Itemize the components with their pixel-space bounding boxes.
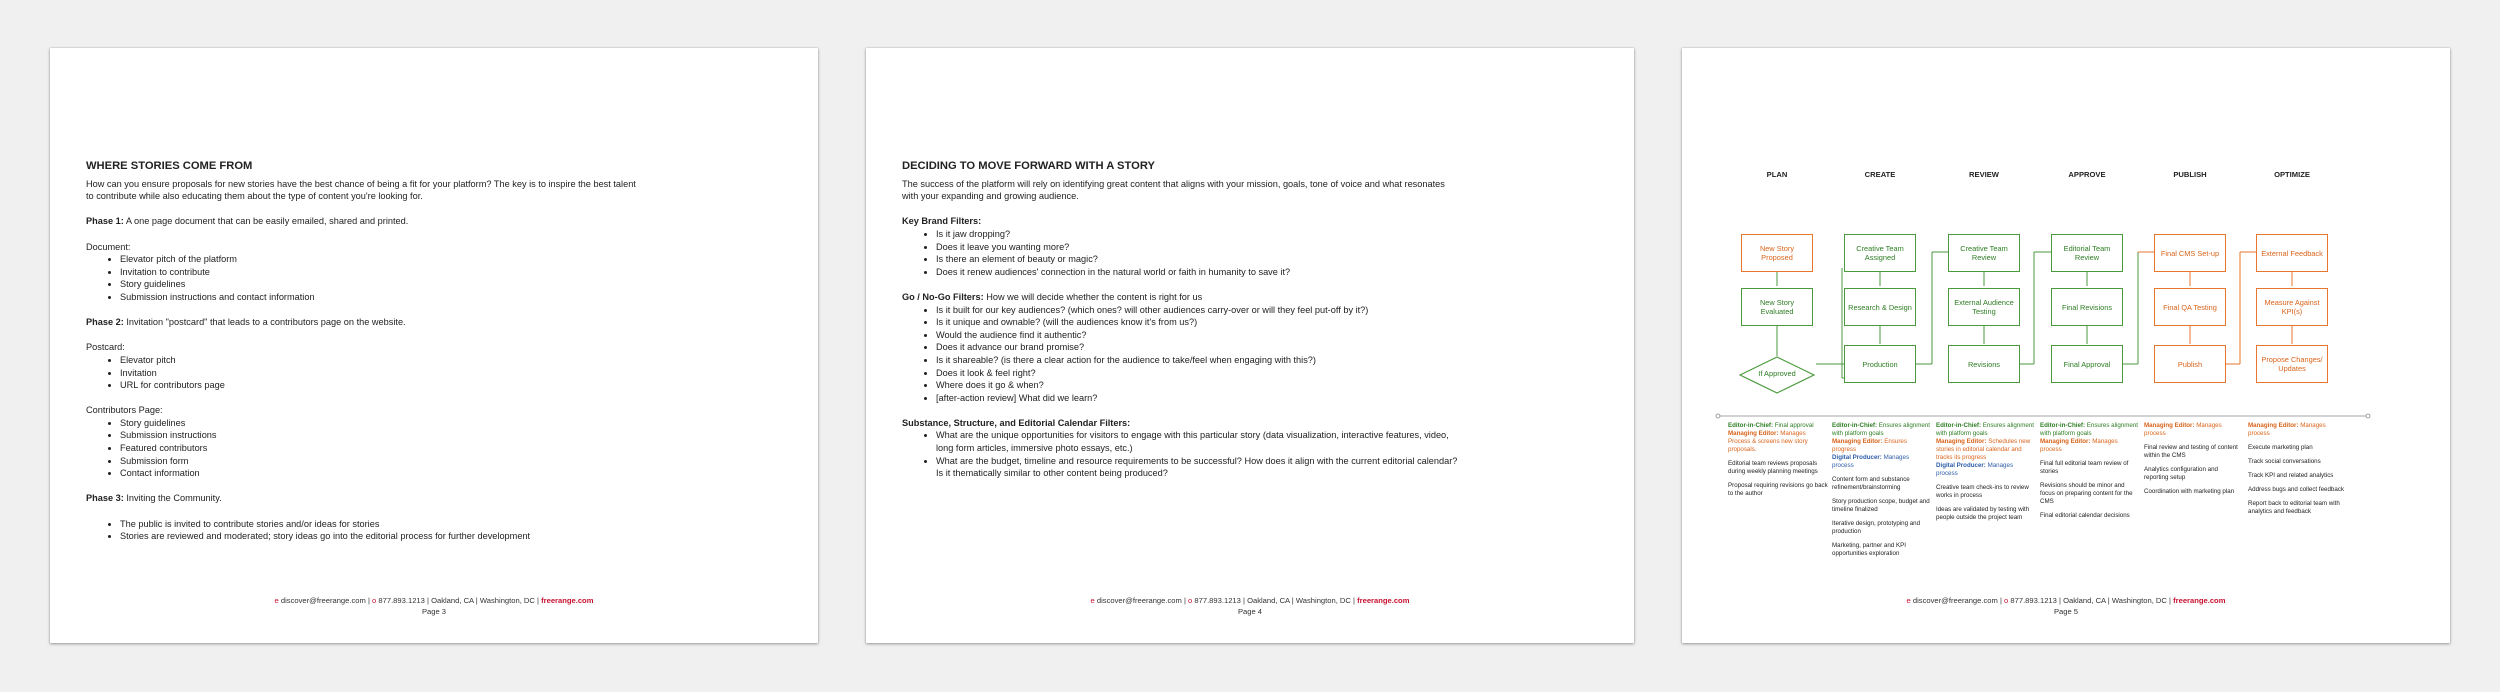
box-final-approval: Final Approval <box>2051 345 2123 383</box>
list-item: • Contact information <box>120 467 646 480</box>
footer-brand-link[interactable]: freerange.com <box>541 596 594 605</box>
role-managing-editor: Managing Editor: <box>2144 422 2195 429</box>
section-label: Go / No-Go Filters: <box>902 291 984 302</box>
list-item: • Is it shareable? (is there a clear action for the audience to take/feel when engaging with this?) <box>936 354 1462 367</box>
box-editorial-team-review: Editorial Team Review <box>2051 234 2123 272</box>
note: Track KPI and related analytics <box>2248 472 2334 479</box>
role-managing-editor: Managing Editor: <box>1728 430 1779 437</box>
footer-locations: Oakland, CA | Washington, DC | <box>2063 596 2171 605</box>
section-label: Key Brand Filters: <box>902 216 982 227</box>
role-managing-editor: Managing Editor: <box>2040 438 2091 445</box>
note: Address bugs and collect feedback <box>2248 486 2344 493</box>
phone-prefix: o <box>372 596 377 605</box>
postcard-label: Postcard: <box>86 342 125 353</box>
page-title: WHERE STORIES COME FROM <box>86 160 253 172</box>
list-item: • What are the unique opportunities for visitors to engage with this particular story (data visualization, interactive features, video, long form articles, immersive photo essays, etc.) <box>936 429 1462 454</box>
substance-filters-list <box>902 429 1462 479</box>
go-filters-list <box>902 304 1462 405</box>
role-text: Manages process <box>1832 454 1910 469</box>
phase-label: Phase 1: <box>86 216 124 227</box>
page-number: Page 5 <box>2053 607 2079 616</box>
list-item: • Submission form <box>120 455 646 468</box>
page-4-content <box>902 160 1462 480</box>
box-production: Production <box>1844 345 1916 383</box>
role-text: Manages Process & screens new story proposals. <box>1728 430 1808 453</box>
note: Track social conversations <box>2248 458 2321 465</box>
list-item: • The public is invited to contribute stories and/or ideas for stories <box>120 518 646 531</box>
list-item: • Elevator pitch of the platform <box>120 253 646 266</box>
role-text: Ensures alignment with platform goals <box>2040 422 2138 437</box>
box-creative-team-assigned: Creative Team Assigned <box>1844 234 1916 272</box>
list-item: • Where does it go & when? <box>936 379 1462 392</box>
note: Revisions should be minor and focus on preparing content for the CMS <box>2040 482 2133 505</box>
list-item: • Invitation <box>120 367 646 380</box>
list-item: • Is it jaw dropping? <box>936 228 1462 241</box>
role-text: Manages process <box>2040 438 2118 453</box>
section-text: How we will decide whether the content is right for us <box>983 291 1203 302</box>
list-item: • Does it look & feel right? <box>936 367 1462 380</box>
page-3-content <box>86 160 646 543</box>
email-prefix: e <box>1090 596 1095 605</box>
document-page-4 <box>866 48 1634 643</box>
list-item: • Invitation to contribute <box>120 266 646 279</box>
note: Coordination with marketing plan <box>2144 488 2235 495</box>
note: Proposal requiring revisions go back to the author <box>1728 482 1828 497</box>
stage-label-publish: PUBLISH <box>2173 170 2207 179</box>
key-filters-label <box>902 215 1462 228</box>
list-item: • Does it leave you wanting more? <box>936 241 1462 254</box>
footer-brand-link[interactable]: freerange.com <box>1357 596 1410 605</box>
role-digital-producer: Digital Producer: <box>1832 454 1882 461</box>
list-item: • Is it unique and ownable? (will the audiences know it's from us?) <box>936 316 1462 329</box>
key-filters-list <box>902 228 1462 278</box>
list-item: • Elevator pitch <box>120 354 646 367</box>
role-text: Schedules new stories in editorial calendar and tracks its progress <box>1936 438 2031 461</box>
role-text: Ensures alignment with platform goals <box>1936 422 2034 437</box>
note: Creative team check-ins to review works in process <box>1936 484 2029 499</box>
note: Content form and substance refinement/brainstorming <box>1832 476 1910 491</box>
page-footer <box>50 595 818 617</box>
stage-label-create: CREATE <box>1864 170 1896 179</box>
box-creative-team-review: Creative Team Review <box>1948 234 2020 272</box>
footer-phone: 877.893.1213 <box>2010 596 2057 605</box>
box-revisions: Revisions <box>1948 345 2020 383</box>
footer-locations: Oakland, CA | Washington, DC | <box>1247 596 1355 605</box>
role-text: Ensures progress <box>1832 438 1907 453</box>
notes-publish <box>2144 422 2244 502</box>
phase-3-line <box>86 492 646 505</box>
document-page-5 <box>1682 48 2450 643</box>
box-external-feedback: External Feedback <box>2256 234 2328 272</box>
list-item: • Does it renew audiences' connection in the natural world or faith in humanity to save it? <box>936 266 1462 279</box>
list-item: • Submission instructions and contact information <box>120 291 646 304</box>
footer-phone: 877.893.1213 <box>1194 596 1241 605</box>
role-editor-in-chief: Editor-in-Chief: <box>1936 422 1982 429</box>
note: Final full editorial team review of stories <box>2040 460 2129 475</box>
intro-paragraph: The success of the platform will rely on identifying great content that aligns with your mission, goals, tone of voice and what resonates with your expanding and growing audience. <box>902 178 1445 202</box>
note: Iterative design, prototyping and production <box>1832 520 1921 535</box>
page-number: Page 3 <box>421 607 447 616</box>
roles <box>2248 422 2348 438</box>
notes-optimize <box>2248 422 2348 522</box>
phase-1-line <box>86 215 646 228</box>
section-label: Substance, Structure, and Editorial Calendar Filters: <box>902 417 1131 428</box>
list-item: • Featured contributors <box>120 442 646 455</box>
phone-prefix: o <box>1188 596 1193 605</box>
role-text: Manages process <box>2144 422 2222 437</box>
role-text: Ensures alignment with platform goals <box>1832 422 1930 437</box>
roles <box>1936 422 2036 478</box>
list-item: • [after-action review] What did we learn? <box>936 392 1462 405</box>
roles <box>2040 422 2140 454</box>
footer-contact: e discover@freerange.com | o 877.893.1213 | Oakland, CA | Washington, DC | freerange.com <box>1906 596 2226 605</box>
box-publish: Publish <box>2154 345 2226 383</box>
list-item: • Submission instructions <box>120 429 646 442</box>
page-title: DECIDING TO MOVE FORWARD WITH A STORY <box>902 160 1155 172</box>
substance-filters-label <box>902 417 1462 430</box>
decision-if-approved <box>1739 356 1815 394</box>
email-prefix: e <box>274 596 279 605</box>
box-final-cms-setup: Final CMS Set-up <box>2154 234 2226 272</box>
note: Editorial team reviews proposals during weekly planning meetings <box>1728 460 1818 475</box>
box-measure-kpis: Measure Against KPI(s) <box>2256 288 2328 326</box>
stage-label-review: REVIEW <box>1969 170 1999 179</box>
box-new-story-proposed: New Story Proposed <box>1741 234 1813 272</box>
stage-label-approve: APPROVE <box>2068 170 2106 179</box>
role-text: Final approval <box>1773 422 1814 429</box>
note: Ideas are validated by testing with people outside the project team <box>1936 506 2030 521</box>
footer-email[interactable]: discover@freerange.com <box>1912 596 1998 605</box>
footer-brand-link[interactable]: freerange.com <box>2173 596 2226 605</box>
intro-paragraph: How can you ensure proposals for new stories have the best chance of being a fit for your platform? The key is to inspire the best talent to contribute while also educating them about the type of content you're looking for. <box>86 178 636 202</box>
phase-label: Phase 2: <box>86 317 124 328</box>
roles <box>1832 422 1932 470</box>
email-prefix: e <box>1906 596 1911 605</box>
contributors-label: Contributors Page: <box>86 405 163 416</box>
list-item: • Story guidelines <box>120 278 646 291</box>
box-propose-changes: Propose Changes/ Updates <box>2256 345 2328 383</box>
phase-3-list <box>86 518 646 543</box>
role-digital-producer: Digital Producer: <box>1936 462 1986 469</box>
roles <box>1728 422 1828 454</box>
box-new-story-evaluated: New Story Evaluated <box>1741 288 1813 326</box>
list-item: • Is there an element of beauty or magic? <box>936 253 1462 266</box>
page-footer <box>866 595 1634 617</box>
footer-locations: Oakland, CA | Washington, DC | <box>431 596 539 605</box>
phase-text: A one page document that can be easily emailed, shared and printed. <box>123 216 409 227</box>
stage-label-plan: PLAN <box>1766 170 1788 179</box>
phase-2-line <box>86 316 646 329</box>
page-footer <box>1682 595 2450 617</box>
note: Final editorial calendar decisions <box>2040 512 2130 519</box>
box-research-design: Research & Design <box>1844 288 1916 326</box>
role-text: Manages process <box>2248 422 2326 437</box>
list-item: • Stories are reviewed and moderated; story ideas go into the editorial process for further development <box>120 530 646 543</box>
phase-text: Invitation "postcard" that leads to a contributors page on the website. <box>123 317 406 328</box>
phone-prefix: o <box>2004 596 2009 605</box>
box-external-audience-testing: External Audience Testing <box>1948 288 2020 326</box>
list-item: • Story guidelines <box>120 417 646 430</box>
role-managing-editor: Managing Editor: <box>1936 438 1987 445</box>
role-editor-in-chief: Editor-in-Chief: <box>1728 422 1774 429</box>
box-final-revisions: Final Revisions <box>2051 288 2123 326</box>
role-text: Manages process <box>1936 462 2014 477</box>
list-item: • Would the audience find it authentic? <box>936 329 1462 342</box>
phase-label: Phase 3: <box>86 493 124 504</box>
note: Final review and testing of content within the CMS <box>2144 444 2238 459</box>
footer-phone: 877.893.1213 <box>378 596 425 605</box>
page-number: Page 4 <box>1237 607 1263 616</box>
go-filters-line <box>902 291 1462 304</box>
role-managing-editor: Managing Editor: <box>1832 438 1883 445</box>
document-page-3 <box>50 48 818 643</box>
note: Execute marketing plan <box>2248 444 2313 451</box>
decision-label: If Approved <box>1758 369 1796 378</box>
footer-email[interactable]: discover@freerange.com <box>280 596 366 605</box>
notes-create <box>1832 422 1932 564</box>
role-editor-in-chief: Editor-in-Chief: <box>1832 422 1878 429</box>
notes-approve <box>2040 422 2140 526</box>
note: Story production scope, budget and timeline finalized <box>1832 498 1930 513</box>
list-item: • What are the budget, timeline and resource requirements to be successful? How does it align with the current editorial calendar? Is it thematically similar to other content being produced? <box>936 455 1462 480</box>
document-list <box>86 253 646 303</box>
footer-email[interactable]: discover@freerange.com <box>1096 596 1182 605</box>
postcard-list <box>86 354 646 392</box>
note: Report back to editorial team with analytics and feedback <box>2248 500 2340 515</box>
notes-review <box>1936 422 2036 528</box>
footer-contact: e discover@freerange.com | o 877.893.1213 | Oakland, CA | Washington, DC | freerange.com <box>274 596 594 605</box>
role-managing-editor: Managing Editor: <box>2248 422 2299 429</box>
box-final-qa-testing: Final QA Testing <box>2154 288 2226 326</box>
notes-plan <box>1728 422 1828 504</box>
roles <box>2144 422 2244 438</box>
stage-label-optimize: OPTIMIZE <box>2274 170 2310 179</box>
phase-text: Inviting the Community. <box>123 493 222 504</box>
footer-contact: e discover@freerange.com | o 877.893.1213 | Oakland, CA | Washington, DC | freerange.com <box>1090 596 1410 605</box>
list-item: • URL for contributors page <box>120 379 646 392</box>
note: Analytics configuration and reporting setup <box>2144 466 2218 481</box>
document-label: Document: <box>86 241 131 252</box>
note: Marketing, partner and KPI opportunities exploration <box>1832 542 1906 557</box>
contributors-list <box>86 417 646 480</box>
list-item: • Is it built for our key audiences? (which ones? will other audiences carry-over or will they feel put-off by it?) <box>936 304 1462 317</box>
role-editor-in-chief: Editor-in-Chief: <box>2040 422 2086 429</box>
list-item: • Does it advance our brand promise? <box>936 341 1462 354</box>
